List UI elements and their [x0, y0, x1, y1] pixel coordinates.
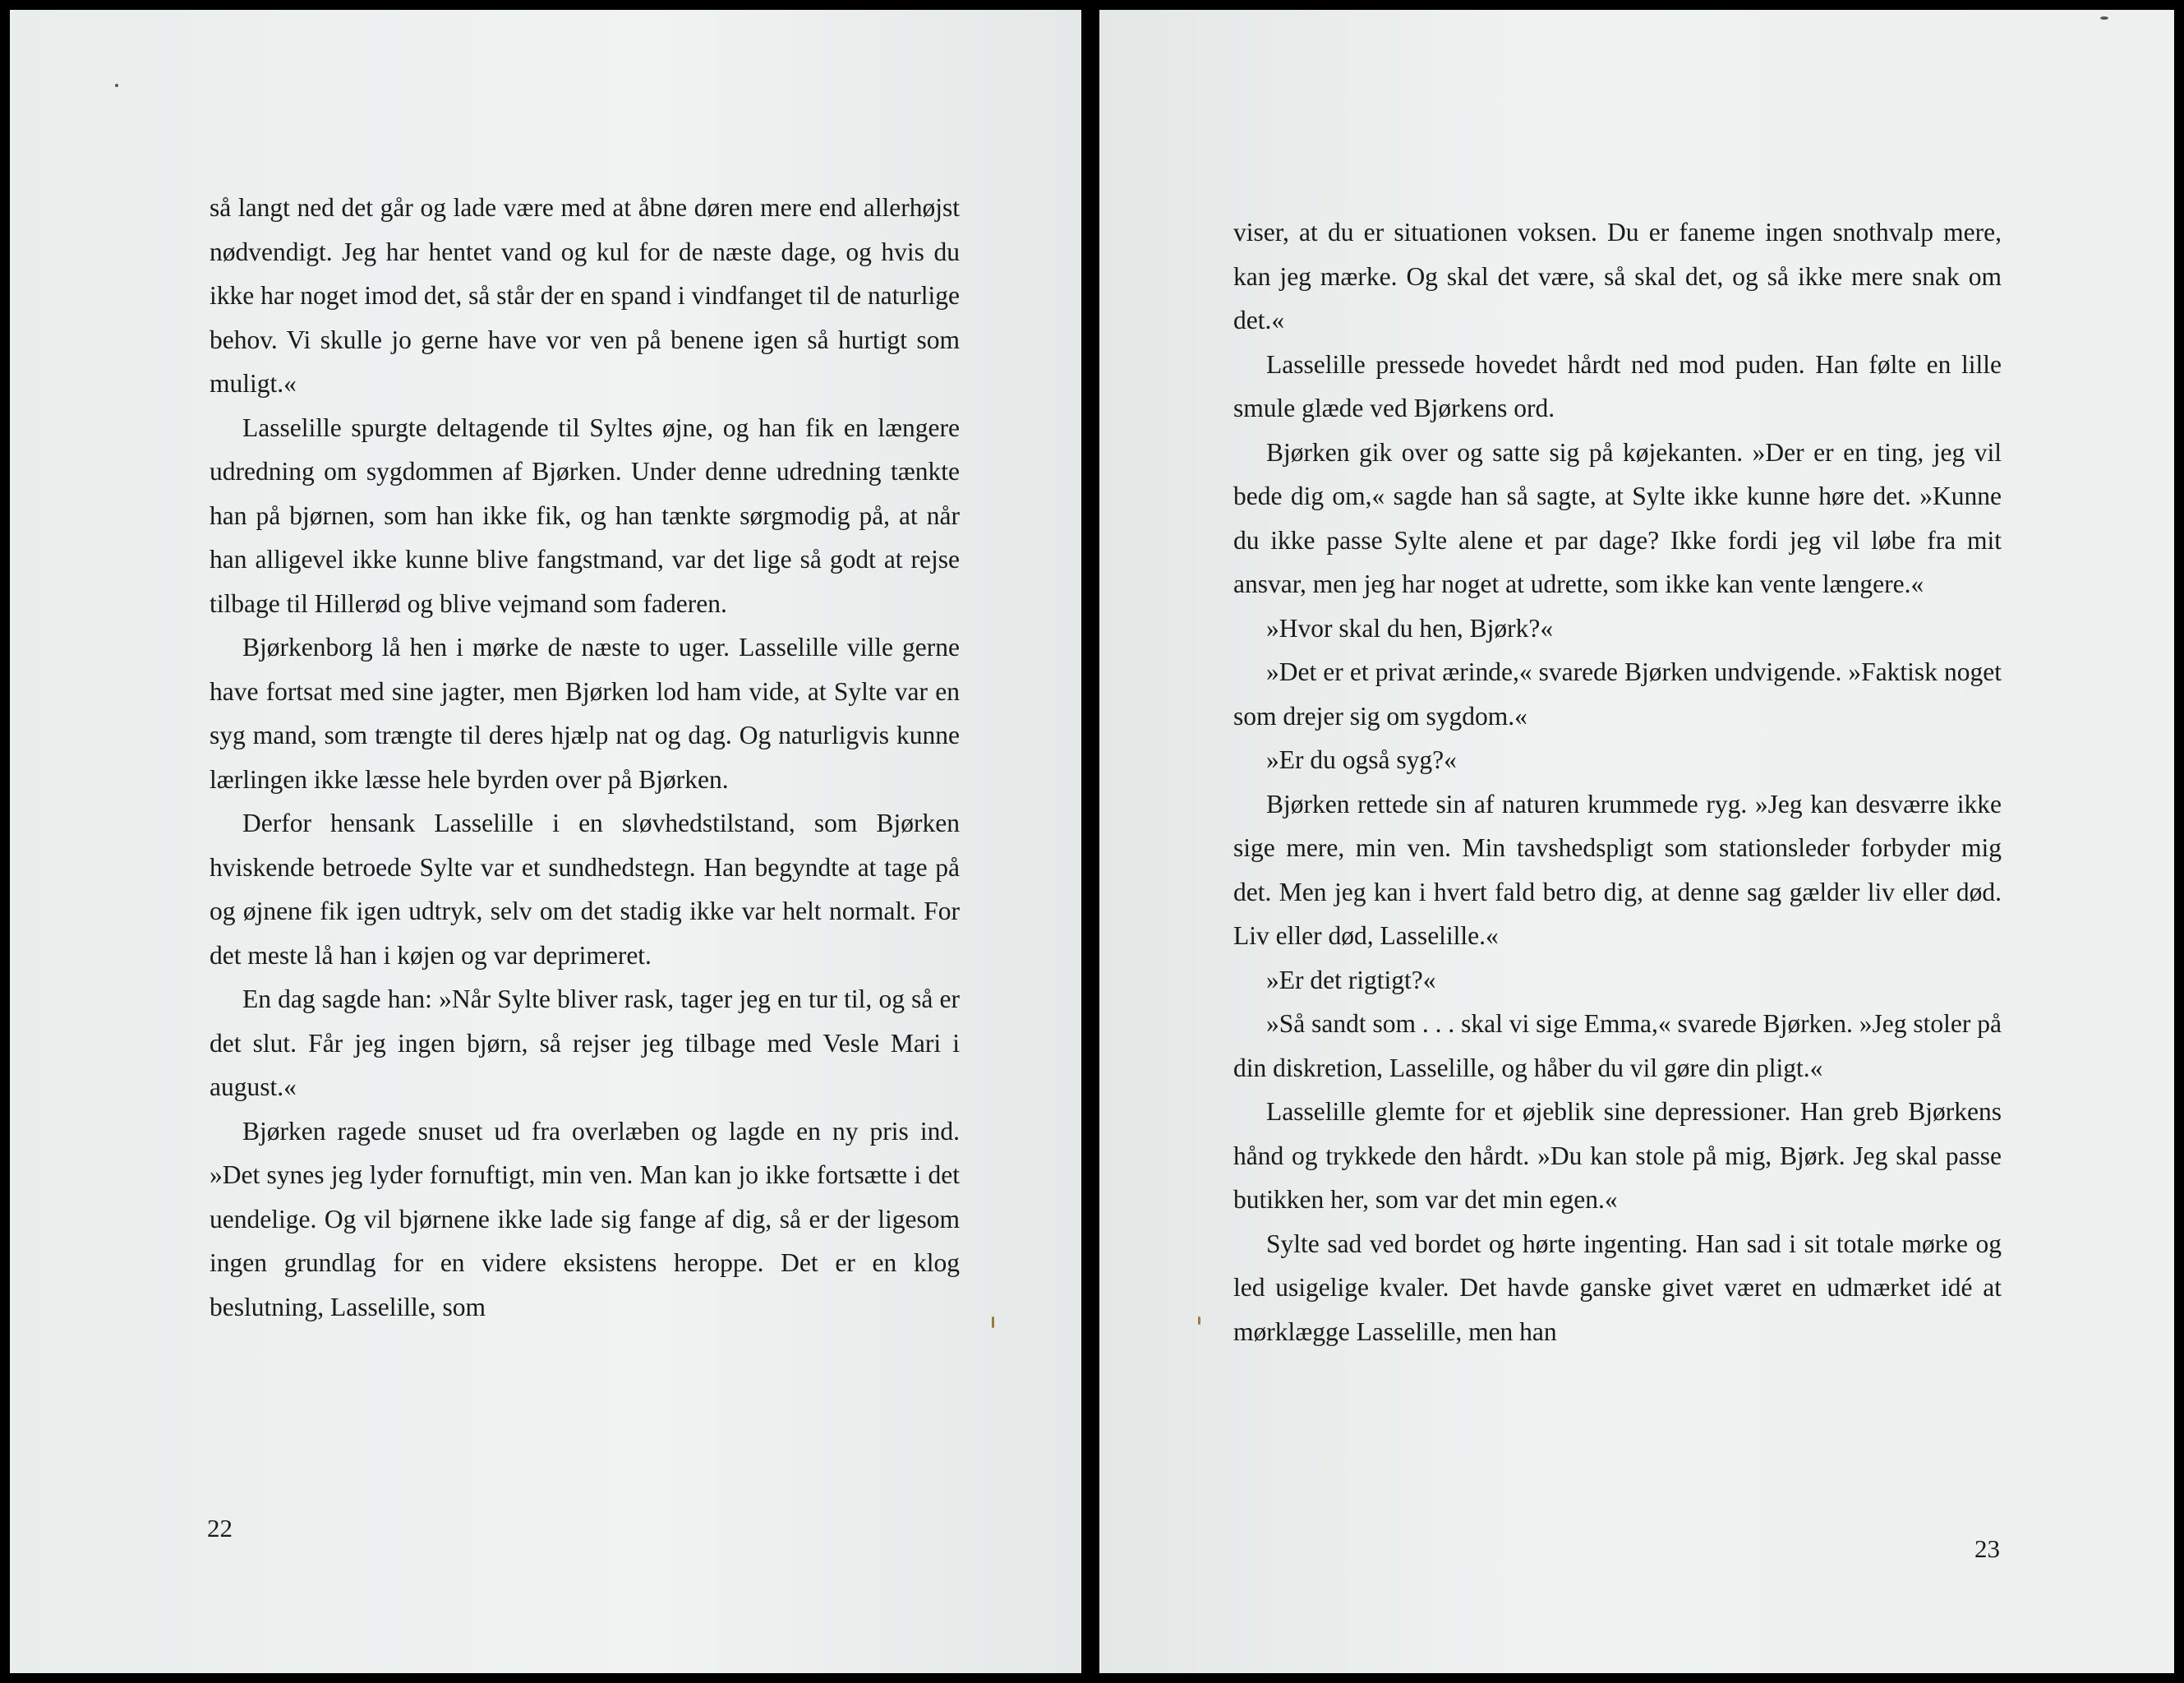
paragraph: Bjørkenborg lå hen i mørke de næste to uger. Lasselille ville gerne have fortsat med sine jagter, men Bjørken lod ham vide, at Sylte var en syg mand, som trængte til deres hjælp nat og dag. Og naturligvis kunne lærlingen ikke læsse hele byrden over på Bjørken.	[210, 633, 960, 794]
paragraph: Bjørken gik over og satte sig på køjekanten. »Der er en ting, jeg vil bede dig om,« sagde han så sagte, at Sylte ikke kunne høre det. »Kunne du ikke passe Sylte alene et par dage? Ikke fordi jeg vil løbe fra mit ansvar, men jeg har noget at udrette, som ikke kan vente længere.«	[1233, 437, 2002, 598]
paragraph: Bjørken rettede sin af naturen krummede ryg. »Jeg kan desværre ikke sige mere, min ven. Min tavshedspligt som stationsleder forbyder mig det. Men jeg kan i hvert fald betro dig, at denne sag gælder liv eller død. Liv eller død, Lasselille.«	[1233, 789, 2002, 950]
right-page	[1099, 10, 2174, 1673]
paragraph: »Hvor skal du hen, Bjørk?«	[1266, 613, 1554, 643]
paragraph: Lasselille spurgte deltagende til Syltes øjne, og han fik en længere udredning om sygdommen af Bjørken. Under denne udredning tænkte han på bjørnen, som han ikke fik, og han tænkte sørgmodig på, at når han alligevel ikke kunne blive fangstmand, var det lige så godt at rejse tilbage til Hillerød og blive vejmand som faderen.	[210, 413, 960, 618]
paragraph: »Så sandt som . . . skal vi sige Emma,« svarede Bjørken. »Jeg stoler på din diskretion, Lasselille, og håber du vil gøre din pligt.«	[1233, 1009, 2002, 1082]
paragraph: »Er det rigtigt?«	[1266, 965, 1436, 994]
paragraph: viser, at du er situationen voksen. Du er faneme ingen snothvalp mere, kan jeg mærke. Og skal det være, så skal det, og så ikke mere snak om det.«	[1233, 218, 2002, 334]
paragraph: »Det er et privat ærinde,« svarede Bjørken undvigende. »Faktisk noget som drejer sig om sygdom.«	[1233, 657, 2002, 731]
paragraph: så langt ned det går og lade være med at åbne døren mere end allerhøjst nødvendigt. Jeg har hentet vand og kul for de næste dage, og hvis du ikke har noget imod det, så står der en spand i vindfanget til de naturlige behov. Vi skulle jo gerne have vor ven på benene igen så hurtigt som muligt.«	[210, 193, 960, 398]
right-page-text	[1233, 210, 2002, 1353]
paragraph: Derfor hensank Lasselille i en sløvhedstilstand, som Bjørken hviskende betroede Sylte var et sundhedstegn. Han begyndte at tage på og øjnene fik igen udtryk, selv om det stadig ikke var helt normalt. For det meste lå han i køjen og var deprimeret.	[210, 809, 960, 970]
page-number: 22	[207, 1514, 233, 1542]
left-page	[10, 10, 1081, 1673]
paper-speck	[115, 84, 118, 87]
paragraph: En dag sagde han: »Når Sylte bliver rask, tager jeg en tur til, og så er det slut. Får jeg ingen bjørn, så rejser jeg tilbage med Vesle Mari i august.«	[210, 984, 960, 1101]
paper-speck	[992, 1316, 994, 1328]
left-page-text	[210, 186, 960, 1329]
paper-speck	[1198, 1316, 1200, 1325]
page-number: 23	[1974, 1534, 2000, 1563]
paper-speck	[2100, 16, 2108, 20]
paragraph: »Er du også syg?«	[1266, 745, 1457, 774]
paragraph: Sylte sad ved bordet og hørte ingenting. Han sad i sit totale mørke og led usigelige kvaler. Det havde ganske givet været en udmærket idé at mørklægge Lasselille, men han	[1233, 1229, 2002, 1346]
paragraph: Lasselille pressede hovedet hårdt ned mod puden. Han følte en lille smule glæde ved Bjørkens ord.	[1233, 349, 2002, 422]
paragraph: Bjørken ragede snuset ud fra overlæben og lagde en ny pris ind. »Det synes jeg lyder fornuftigt, min ven. Man kan jo ikke fortsætte i det uendelige. Og vil bjørnene ikke lade sig fange af dig, så er der ligesom ingen grundlag for en videre eksistens heroppe. Det er en klog beslutning, Lasselille, som	[210, 1116, 960, 1321]
paragraph: Lasselille glemte for et øjeblik sine depressioner. Han greb Bjørkens hånd og trykkede den hårdt. »Du kan stole på mig, Bjørk. Jeg skal passe butikken her, som var det min egen.«	[1233, 1097, 2002, 1214]
